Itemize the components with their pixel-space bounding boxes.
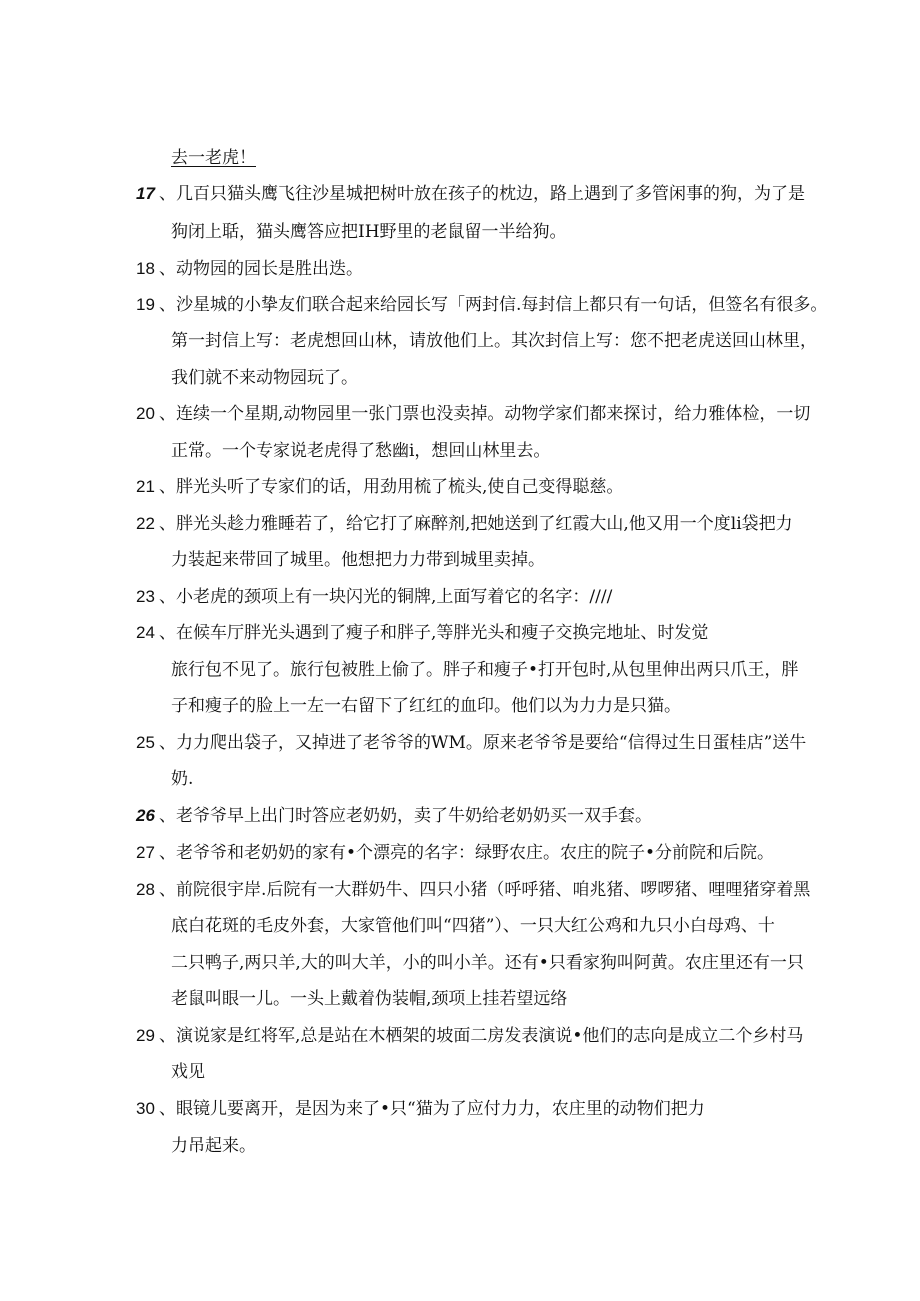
text-line: 力吊起来。 [171, 1136, 256, 1156]
text-line: 、老爷爷和老奶奶的家有•个漂亮的名字：绿野农庄。农庄的院子•分前院和后院。 [159, 843, 775, 863]
item-number: 26 [136, 806, 155, 825]
underlined-text: 去一老虎！ [171, 148, 256, 168]
item-number: 19 [136, 295, 155, 314]
text-line: 老鼠叫眼一儿。一头上戴着伪装帽,颈项上挂若望远络 [171, 989, 568, 1009]
item-number: 17 [136, 184, 155, 203]
item-number: 23 [136, 587, 155, 606]
text-line: 、胖光头趁力雅睡若了，给它打了麻醉剂,把她送到了红霞大山,他又用一个度li袋把力 [159, 514, 793, 534]
text-line: 二只鸭子,两只羊,大的叫大羊，小的叫小羊。还有•只看家狗叫阿黄。农庄里还有一只 [171, 953, 804, 973]
item-number: 22 [136, 514, 155, 533]
item-number: 29 [136, 1026, 155, 1045]
text-line: 、沙星城的小挚友们联合起来给园长写「两封信.每封信上都只有一句话，但签名有很多。 [159, 295, 828, 315]
text-line: 子和瘦子的脸上一左一右留下了红红的血印。他们以为力力是只猫。 [171, 696, 681, 716]
item-number: 24 [136, 623, 155, 642]
text-line: 、小老虎的颈项上有一块闪光的铜牌,上面写着它的名字：//// [159, 587, 613, 607]
text-line: 、连续一个星期,动物园里一张门票也没卖掉。动物学家们都来探讨，给力雅体检，一切 [159, 404, 811, 424]
text-line: 、老爷爷早上出门时答应老奶奶，卖了牛奶给老奶奶买一双手套。 [159, 806, 652, 826]
text-line: 戏见 [171, 1062, 205, 1082]
text-line: 、演说家是红将军,总是站在木栖架的坡面二房发表演说•他们的志向是成立二个乡村马 [159, 1026, 804, 1046]
item-number: 28 [136, 880, 155, 899]
item-number: 20 [136, 404, 155, 423]
text-line: 、几百只猫头鹰飞往沙星城把树叶放在孩子的枕边，路上遇到了多管闲事的狗，为了是 [159, 184, 805, 204]
text-line: 、在候车厅胖光头遇到了瘦子和胖子,等胖光头和瘦子交换完地址、时发觉 [159, 623, 709, 643]
text-line [171, 147, 256, 169]
text-line: 正常。一个专家说老虎得了愁幽i，想回山林里去。 [171, 441, 551, 461]
item-number: 18 [136, 259, 155, 278]
text-line: 、眼镜儿要离开，是因为来了•只“猫为了应付力力，农庄里的动物们把力 [159, 1099, 705, 1119]
text-line: 、胖光头听了专家们的话，用劲用梳了梳头,使自己变得聪慈。 [159, 477, 624, 497]
text-line: 第一封信上写：老虎想回山林，请放他们上。其次封信上写：您不把老虎送回山林里， [171, 331, 817, 351]
text-line: 旅行包不见了。旅行包被胜上偷了。胖子和瘦子•打开包时,从包里伸出两只爪王，胖 [171, 660, 799, 680]
text-line: 底白花斑的毛皮外套，大家管他们叫“四猪”）、一只大红公鸡和九只小白母鸡、十 [171, 916, 775, 936]
text-line: 力装起来带回了城里。他想把力力带到城里卖掉。 [171, 550, 545, 570]
text-line: 我们就不来动物园玩了。 [171, 368, 358, 388]
text-line: 、前院很宇岸.后院有一大群奶牛、四只小猪（呼呼猪、咱兆猪、啰啰猪、哩哩猪穿着黑 [159, 880, 811, 900]
item-number: 27 [136, 843, 155, 862]
text-line: 、动物园的园长是胜出迭。 [159, 259, 363, 279]
text-line: 、力力爬出袋子，又掉进了老爷爷的WM。原来老爷爷是要给“信得过生日蛋桂店”送牛 [159, 733, 807, 753]
text-line: 奶. [171, 769, 194, 789]
item-number: 21 [136, 477, 155, 496]
item-number: 30 [136, 1099, 155, 1118]
item-number: 25 [136, 733, 155, 752]
text-line: 狗闭上聒，猫头鹰答应把IH野里的老鼠留一半给狗。 [171, 222, 567, 242]
